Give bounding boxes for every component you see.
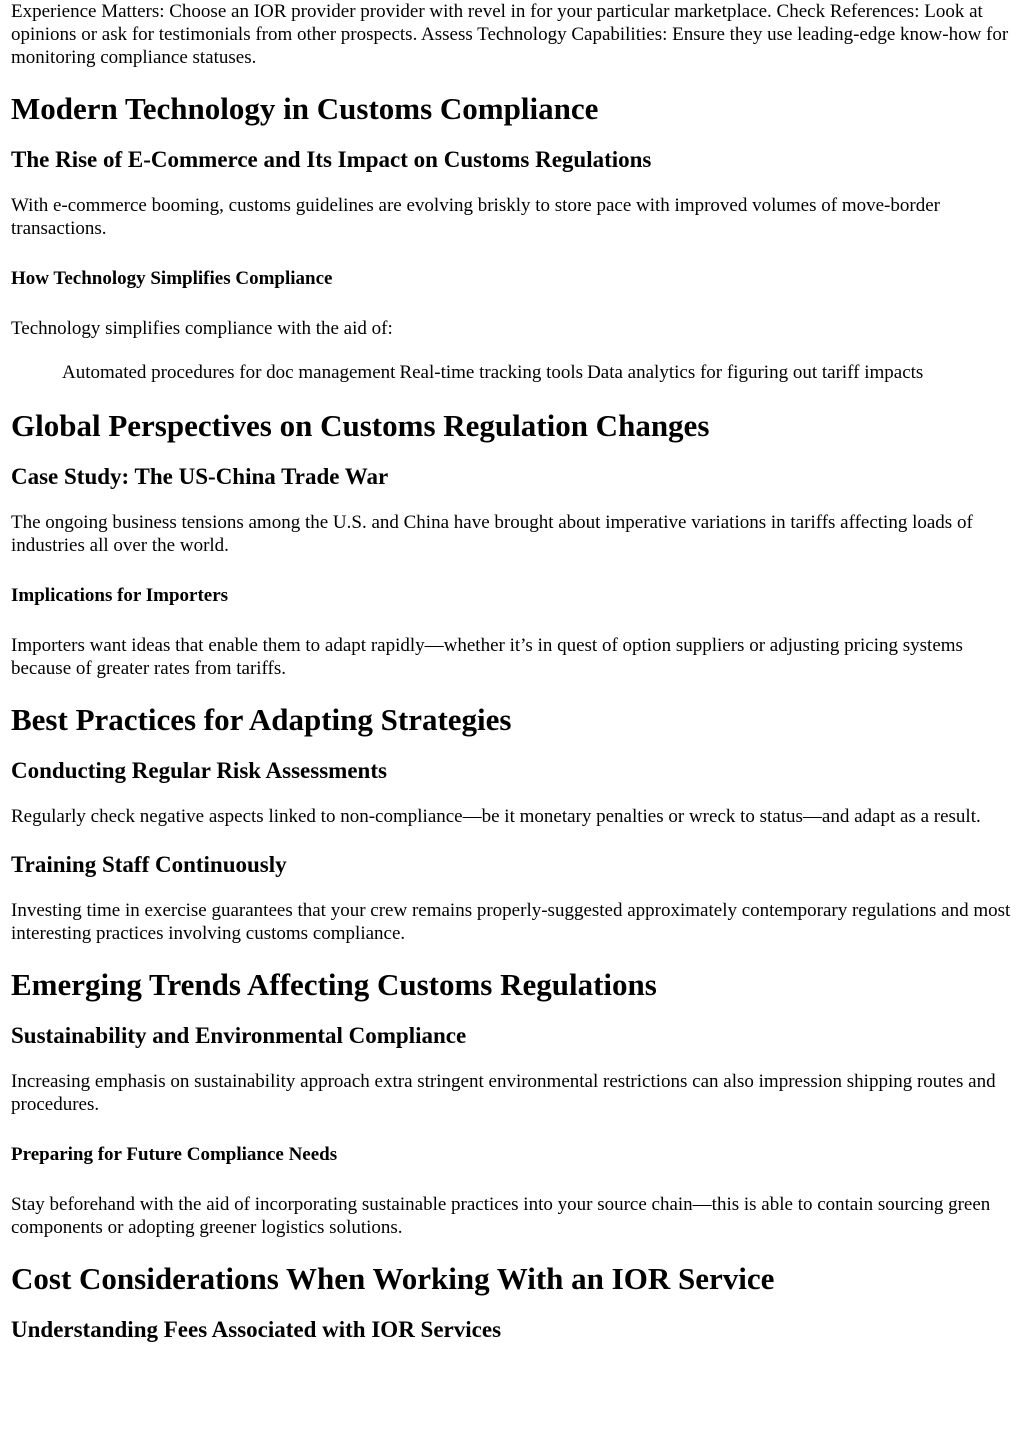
intro-paragraph: Experience Matters: Choose an IOR provider provider with revel in for your particular marketplace. Check References: Look at opinions or ask for testimonials from other prospects. Assess Technology Capabilities: Ensure they use leading-edge know-how for monitoring compliance statuses. [11,1,1009,68]
subheading-risk: Conducting Regular Risk Assessments [11,758,387,783]
list-item: Automated procedures for doc management [62,362,396,383]
subheading-case-study: Case Study: The US-China Trade War [11,464,389,489]
section-heading-cost: Cost Considerations When Working With an IOR Service [11,1261,775,1296]
list-item: Real-time tracking tools [399,362,584,383]
subheading-training: Training Staff Continuously [11,852,287,877]
section-heading-global: Global Perspectives on Customs Regulation Changes [11,408,710,443]
paragraph-future: Stay beforehand with the aid of incorporating sustainable practices into your source chain—this is able to contain sourcing green components or adopting greener logistics solutions. [11,1194,991,1238]
technology-list [11,361,1013,384]
section-heading-best-practices: Best Practices for Adapting Strategies [11,702,512,737]
subheading-future: Preparing for Future Compliance Needs [11,1144,338,1165]
paragraph-training: Investing time in exercise guarantees that your crew remains properly-suggested approximately contemporary regulations and most interesting practices involving customs compliance. [11,900,1011,944]
list-item: Data analytics for figuring out tariff impacts [587,362,924,383]
section-heading-technology: Modern Technology in Customs Compliance [11,91,599,126]
paragraph-ecommerce: With e-commerce booming, customs guidelines are evolving briskly to store pace with improved volumes of move-border transactions. [11,195,940,239]
paragraph-case-study: The ongoing business tensions among the U.S. and China have brought about imperative variations in tariffs affecting loads of industries all over the world. [11,512,973,556]
subheading-sustainability: Sustainability and Environmental Compliance [11,1023,467,1048]
subheading-implications: Implications for Importers [11,585,229,606]
paragraph-simplifies: Technology simplifies compliance with the aid of: [11,318,393,339]
subheading-ecommerce: The Rise of E-Commerce and Its Impact on Customs Regulations [11,147,652,172]
subheading-simplifies: How Technology Simplifies Compliance [11,268,333,289]
paragraph-sustainability: Increasing emphasis on sustainability approach extra stringent environmental restrictions can also impression shipping routes and procedures. [11,1071,996,1115]
section-heading-trends: Emerging Trends Affecting Customs Regulations [11,967,657,1002]
paragraph-implications: Importers want ideas that enable them to adapt rapidly—whether it’s in quest of option suppliers or adjusting pricing systems because of greater rates from tariffs. [11,635,963,679]
subheading-fees: Understanding Fees Associated with IOR Services [11,1317,502,1342]
paragraph-risk: Regularly check negative aspects linked to non-compliance—be it monetary penalties or wreck to status—and adapt as a result. [11,806,981,827]
